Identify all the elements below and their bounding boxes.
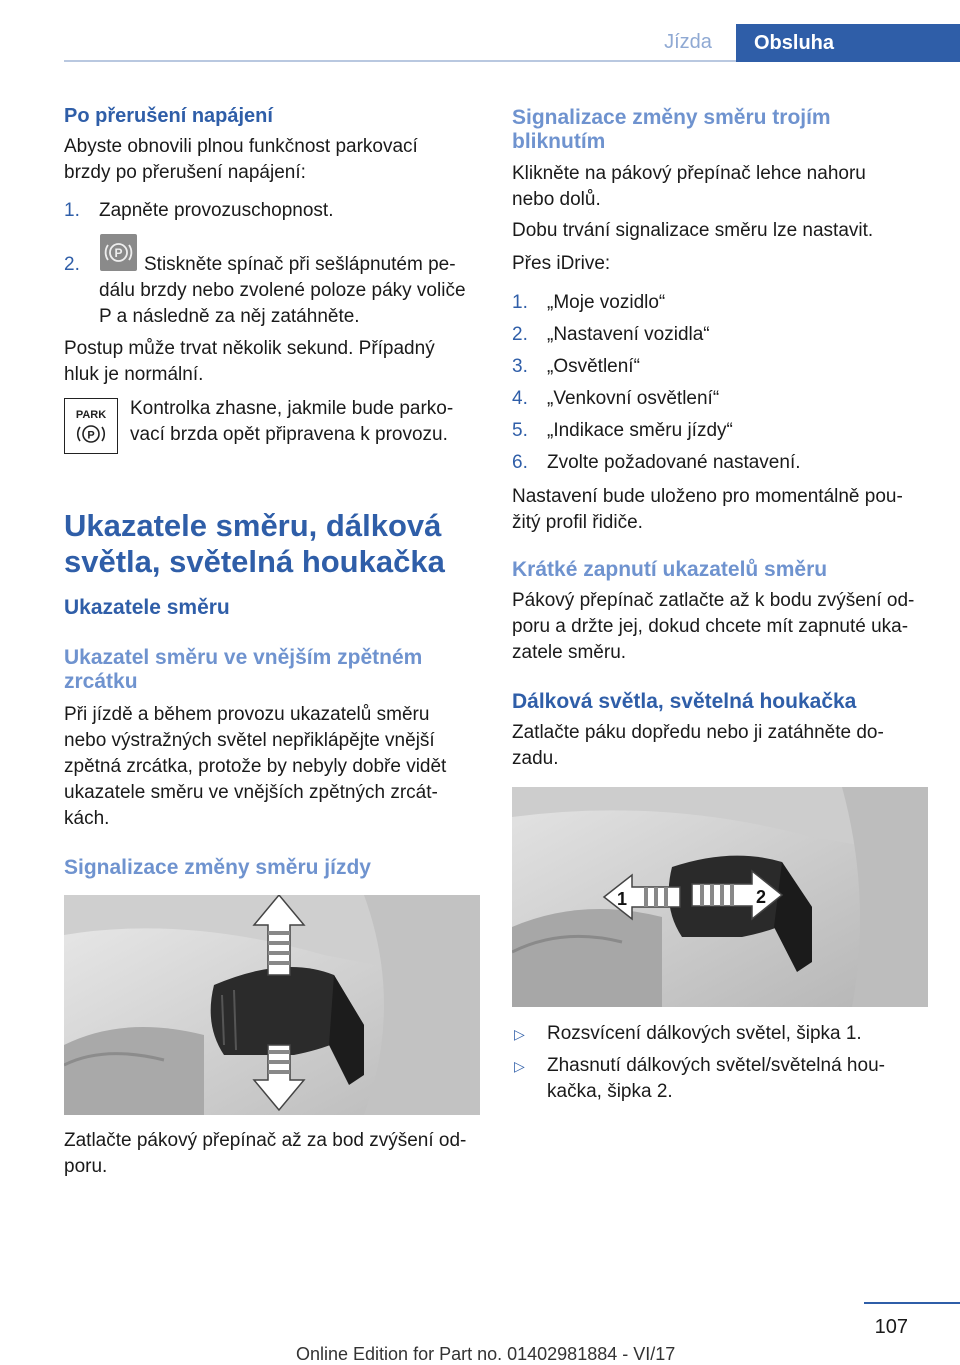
arrow-1-label: 1 [616, 889, 628, 909]
heading-triple-blink: Signalizace změny směru trojím bliknutím [512, 106, 831, 153]
step-text: Stiskněte spínač při sešlápnutém pe- dálu brzdy nebo zvolené poloze páky voliče P a následně za něj zatáhněte. [99, 254, 466, 327]
bullet-triangle-icon: ▷ [514, 1058, 525, 1074]
paragraph-duration: Dobu trvání signalizace směru lze nastavit. [512, 220, 874, 241]
heading-brief-activation: Krátké zapnutí ukazatelů směru [512, 558, 828, 581]
tab-obsluha[interactable]: Obsluha [736, 24, 960, 62]
heading-direction-signal: Signalizace změny směru jízdy [64, 856, 371, 879]
idrive-step-text: „Osvětlení“ [547, 356, 640, 377]
high-beam-lever-image [512, 787, 928, 1007]
step-number: 2. [64, 254, 80, 275]
footer-rule [864, 1302, 960, 1304]
turn-signal-lever-image [64, 895, 480, 1115]
idrive-step-number: 3. [512, 356, 528, 377]
heading-mirror-signal: Ukazatel směru ve vnějším zpětném zrcátku [64, 646, 423, 693]
bullet-text: Zhasnutí dálkových světel/světelná hou- kačka, šipka 2. [547, 1055, 885, 1102]
park-warning-icon [64, 398, 118, 454]
heading-high-beam: Dálková světla, světelná houkačka [512, 690, 857, 713]
step-text: Zapněte provozuschopnost. [99, 200, 334, 221]
paragraph-push-lever: Zatlačte pákový přepínač až za bod zvýšení od- poru. [64, 1130, 467, 1177]
idrive-step-text: Zvolte požadované nastavení. [547, 452, 801, 473]
idrive-step-text: „Indikace směru jízdy“ [547, 420, 733, 441]
arrow-2-label: 2 [755, 887, 767, 907]
heading-turn-signals: Ukazatele směru [64, 596, 230, 619]
paragraph-duration-noise: Postup může trvat několik sekund. Případný hluk je normální. [64, 338, 435, 385]
edition-footer: Online Edition for Part no. 01402981884 - VI/17 [296, 1344, 676, 1364]
paragraph-tap-lever: Klikněte na pákový přepínač lehce nahoru nebo dolů. [512, 163, 866, 210]
bullet-triangle-icon: ▷ [514, 1026, 525, 1042]
idrive-step-number: 4. [512, 388, 528, 409]
park-icon-label: PARK [75, 409, 107, 421]
paragraph-high-beam: Zatlačte páku dopředu nebo ji zatáhněte do- zadu. [512, 722, 884, 769]
paragraph-brief: Pákový přepínač zatlačte až k bodu zvýšení od- poru a držte jej, dokud chcete mít zapnuté uka- zatele směru. [512, 590, 915, 663]
svg-text:P: P [114, 246, 123, 260]
idrive-step-number: 5. [512, 420, 528, 441]
step-number: 1. [64, 200, 80, 221]
idrive-step-number: 6. [512, 452, 528, 473]
paragraph-park-lamp: Kontrolka zhasne, jakmile bude parko- vací brzda opět připravena k provozu. [130, 398, 454, 445]
idrive-step-number: 2. [512, 324, 528, 345]
paragraph-saved-profile: Nastavení bude uloženo pro momentálně pou- žitý profil řidiče. [512, 486, 903, 533]
paragraph-power: Abyste obnovili plnou funkčnost parkovací brzdy po přerušení napájení: [64, 136, 418, 183]
idrive-step-number: 1. [512, 292, 528, 313]
svg-text:P: P [87, 429, 95, 442]
idrive-step-text: „Venkovní osvětlení“ [547, 388, 720, 409]
idrive-step-text: „Moje vozidlo“ [547, 292, 666, 313]
paragraph-idrive: Přes iDrive: [512, 253, 611, 274]
section-title: Ukazatele směru, dálková světla, světelná houkačka [64, 508, 445, 579]
heading-power-interruption: Po přerušení napájení [64, 105, 273, 127]
idrive-step-text: „Nastavení vozidla“ [547, 324, 710, 345]
paragraph-mirror: Při jízdě a během provozu ukazatelů směru nebo výstražných světel nepřiklápějte vnější zpětná zrcátka, protože by nebyly dobře vidět ukazatele směru ve vnějších zpětných zrcát- kách. [64, 704, 447, 829]
page-number: 107 [874, 1316, 908, 1338]
tab-jizda[interactable]: Jízda [664, 31, 712, 53]
bullet-text: Rozsvícení dálkových světel, šipka 1. [547, 1023, 862, 1044]
